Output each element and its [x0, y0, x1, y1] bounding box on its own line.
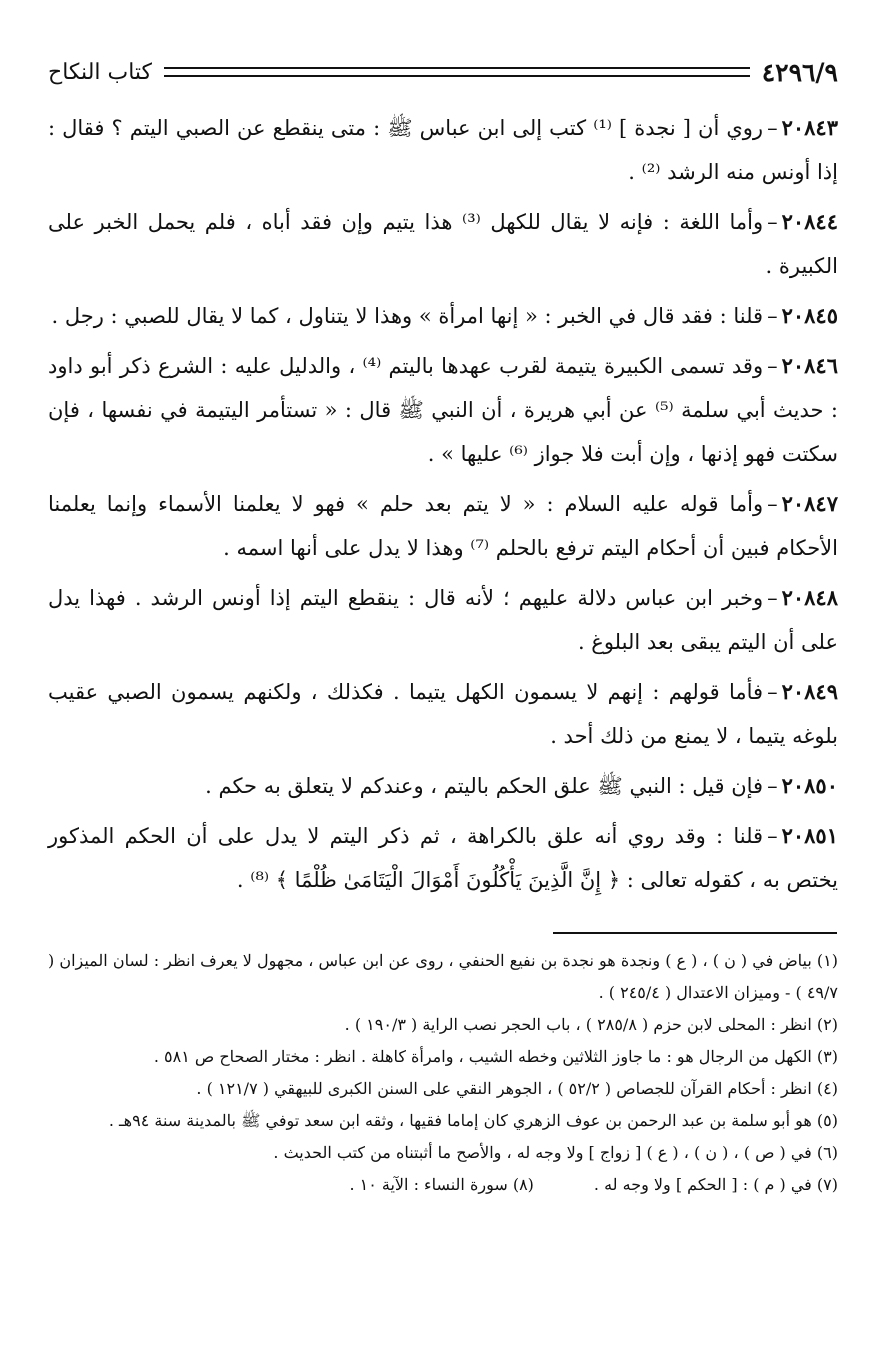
footnote-1: (١) بياض في ( ن ) ، ( ع ) ونجدة هو نجدة بن نفيع الحنفي ، روى عن ابن عباس ، مجهول لا يعرف انظر : لسان الميزان ( ٤٩/٧ ) - وميزان الاعتدال ( ٢٤٥/٤ ) .	[48, 951, 838, 1002]
paragraph-number: ٢٠٨٤٩	[781, 679, 838, 704]
paragraph-20848: ٢٠٨٤٨–وخبر ابن عباس دلالة عليهم ؛ لأنه قال : ينقطع اليتم إذا أونس الرشد . فهذا يدل على أن اليتم يبقى بعد البلوغ .	[48, 585, 838, 654]
footnote-5: (٥) هو أبو سلمة بن عبد الرحمن بن عوف الزهري كان إماما فقيها ، وثقه ابن سعد توفي ﷺ بالمدينة سنة ٩٤هـ .	[108, 1111, 838, 1130]
paragraph-20845: ٢٠٨٤٥–قلنا : فقد قال في الخبر : « إنها امرأة » وهذا لا يتناول ، كما لا يقال للصبي : رجل .	[51, 303, 838, 328]
book-title: كتاب النكاح	[48, 59, 153, 85]
paragraph-20846: ٢٠٨٤٦–وقد تسمى الكبيرة يتيمة لقرب عهدها باليتم ⁽⁴⁾ ، والدليل عليه : الشرع ذكر أبو داود : حديث أبي سلمة ⁽⁵⁾ عن أبي هريرة ، أن النبي ﷺ قال : « تستأمر اليتيمة في نفسها ، فإن سكتت فهو إذنها ، وإن أبت فلا جواز ⁽⁶⁾ عليها » .	[48, 353, 838, 466]
paragraph-text: وقد تسمى الكبيرة يتيمة لقرب عهدها باليتم ⁽⁴⁾ ، والدليل عليه : الشرع ذكر أبو داود : حديث أبي سلمة ⁽⁵⁾ عن أبي هريرة ، أن النبي ﷺ قال : « تستأمر اليتيمة في نفسها ، فإن سكتت فهو إذنها ، وإن أبت فلا جواز ⁽⁶⁾ عليها » .	[48, 354, 838, 466]
page-reference: ٤٢٩٦/٩	[761, 57, 838, 87]
paragraph-number: ٢٠٨٥٠	[781, 773, 838, 798]
footnote-8: (٨) سورة النساء : الآية ١٠ .	[349, 1175, 534, 1194]
paragraph-number: ٢٠٨٤٣	[781, 115, 838, 140]
paragraph-text: روي أن [ نجدة ] ⁽¹⁾ كتب إلى ابن عباس ﷺ : متى ينقطع عن الصبي اليتم ؟ فقال : إذا أونس منه الرشد ⁽²⁾ .	[48, 116, 838, 184]
paragraph-text: وأما اللغة : فإنه لا يقال للكهل ⁽³⁾ هذا يتيم وإن فقد أباه ، فلم يحمل الخبر على الكبيرة .	[48, 210, 838, 278]
paragraph-number: ٢٠٨٤٦	[781, 353, 838, 378]
paragraph-20847: ٢٠٨٤٧–وأما قوله عليه السلام : « لا يتم بعد حلم » فهو لا يعلمنا الأسماء وإنما يعلمنا الأحكام فبين أن أحكام اليتم ترفع بالحلم ⁽⁷⁾ وهذا لا يدل على أنها اسمه .	[48, 491, 838, 560]
paragraph-number: ٢٠٨٤٥	[781, 303, 838, 328]
footnote-7: (٧) في ( م ) : [ الحكم ] ولا وجه له .	[593, 1175, 838, 1194]
footnotes	[48, 945, 838, 1201]
paragraph-number: ٢٠٨٥١	[781, 823, 838, 848]
paragraph-number: ٢٠٨٤٨	[781, 585, 838, 610]
paragraph-20850: ٢٠٨٥٠–فإن قيل : النبي ﷺ علق الحكم باليتم ، وعندكم لا يتعلق به حكم .	[205, 773, 838, 798]
paragraph-number: ٢٠٨٤٤	[781, 209, 838, 234]
paragraph-text: وأما قوله عليه السلام : « لا يتم بعد حلم » فهو لا يعلمنا الأسماء وإنما يعلمنا الأحكام فبين أن أحكام اليتم ترفع بالحلم ⁽⁷⁾ وهذا لا يدل على أنها اسمه .	[48, 492, 838, 560]
footnote-separator	[553, 932, 837, 934]
paragraph-20849: ٢٠٨٤٩–فأما قولهم : إنهم لا يسمون الكهل يتيما . فكذلك ، ولكنهم يسمون الصبي عقيب بلوغه يتيما ، لا يمنع من ذلك أحد .	[48, 679, 838, 748]
paragraph-text: وخبر ابن عباس دلالة عليهم ؛ لأنه قال : ينقطع اليتم إذا أونس الرشد . فهذا يدل على أن اليتم يبقى بعد البلوغ .	[48, 586, 838, 654]
footnote-4: (٤) انظر : أحكام القرآن للجصاص ( ٥٢/٢ ) ، الجوهر النقي على السنن الكبرى للبيهقي ( ١٢١/٧ ) .	[196, 1079, 838, 1098]
paragraph-number: ٢٠٨٤٧	[781, 491, 838, 516]
footnote-6: (٦) في ( ص ) ، ( ن ) ، ( ع ) [ زواج ] ولا وجه له ، والأصح ما أثبتناه من كتب الحديث .	[273, 1143, 838, 1162]
main-text	[48, 106, 838, 908]
paragraph-text: فأما قولهم : إنهم لا يسمون الكهل يتيما . فكذلك ، ولكنهم يسمون الصبي عقيب بلوغه يتيما ، لا يمنع من ذلك أحد .	[48, 680, 838, 748]
paragraph-20843: ٢٠٨٤٣–روي أن [ نجدة ] ⁽¹⁾ كتب إلى ابن عباس ﷺ : متى ينقطع عن الصبي اليتم ؟ فقال : إذا أونس منه الرشد ⁽²⁾ .	[48, 115, 838, 184]
paragraph-20851: ٢٠٨٥١–قلنا : وقد روي أنه علق بالكراهة ، ثم ذكر اليتم لا يدل على أن الحكم المذكور يختص به ، كقوله تعالى : ﴿ إِنَّ الَّذِينَ يَأْكُلُونَ أَمْوَالَ الْيَتَامَىٰ ظُلْمًا ﴾ ⁽⁸⁾ .	[48, 823, 838, 892]
page-header	[48, 52, 838, 92]
paragraph-text: قلنا : وقد روي أنه علق بالكراهة ، ثم ذكر اليتم لا يدل على أن الحكم المذكور يختص به ، كقوله تعالى : ﴿ إِنَّ الَّذِينَ يَأْكُلُونَ أَمْوَالَ الْيَتَامَىٰ ظُلْمًا ﴾ ⁽⁸⁾ .	[48, 824, 838, 892]
footnote-2: (٢) انظر : المحلى لابن حزم ( ٢٨٥/٨ ) ، باب الحجر نصب الراية ( ١٩٠/٣ ) .	[344, 1015, 838, 1034]
footnote-row-7-8	[48, 1169, 838, 1201]
paragraph-20844: ٢٠٨٤٤–وأما اللغة : فإنه لا يقال للكهل ⁽³⁾ هذا يتيم وإن فقد أباه ، فلم يحمل الخبر على الكبيرة .	[48, 209, 838, 278]
header-rule	[164, 67, 750, 77]
paragraph-text: فإن قيل : النبي ﷺ علق الحكم باليتم ، وعندكم لا يتعلق به حكم .	[205, 774, 764, 798]
paragraph-text: قلنا : فقد قال في الخبر : « إنها امرأة » وهذا لا يتناول ، كما لا يقال للصبي : رجل .	[51, 304, 764, 328]
footnote-3: (٣) الكهل من الرجال هو : ما جاوز الثلاثين وخطه الشيب ، وامرأة كاهلة . انظر : مختار الصحاح ص ٥٨١ .	[153, 1047, 838, 1066]
